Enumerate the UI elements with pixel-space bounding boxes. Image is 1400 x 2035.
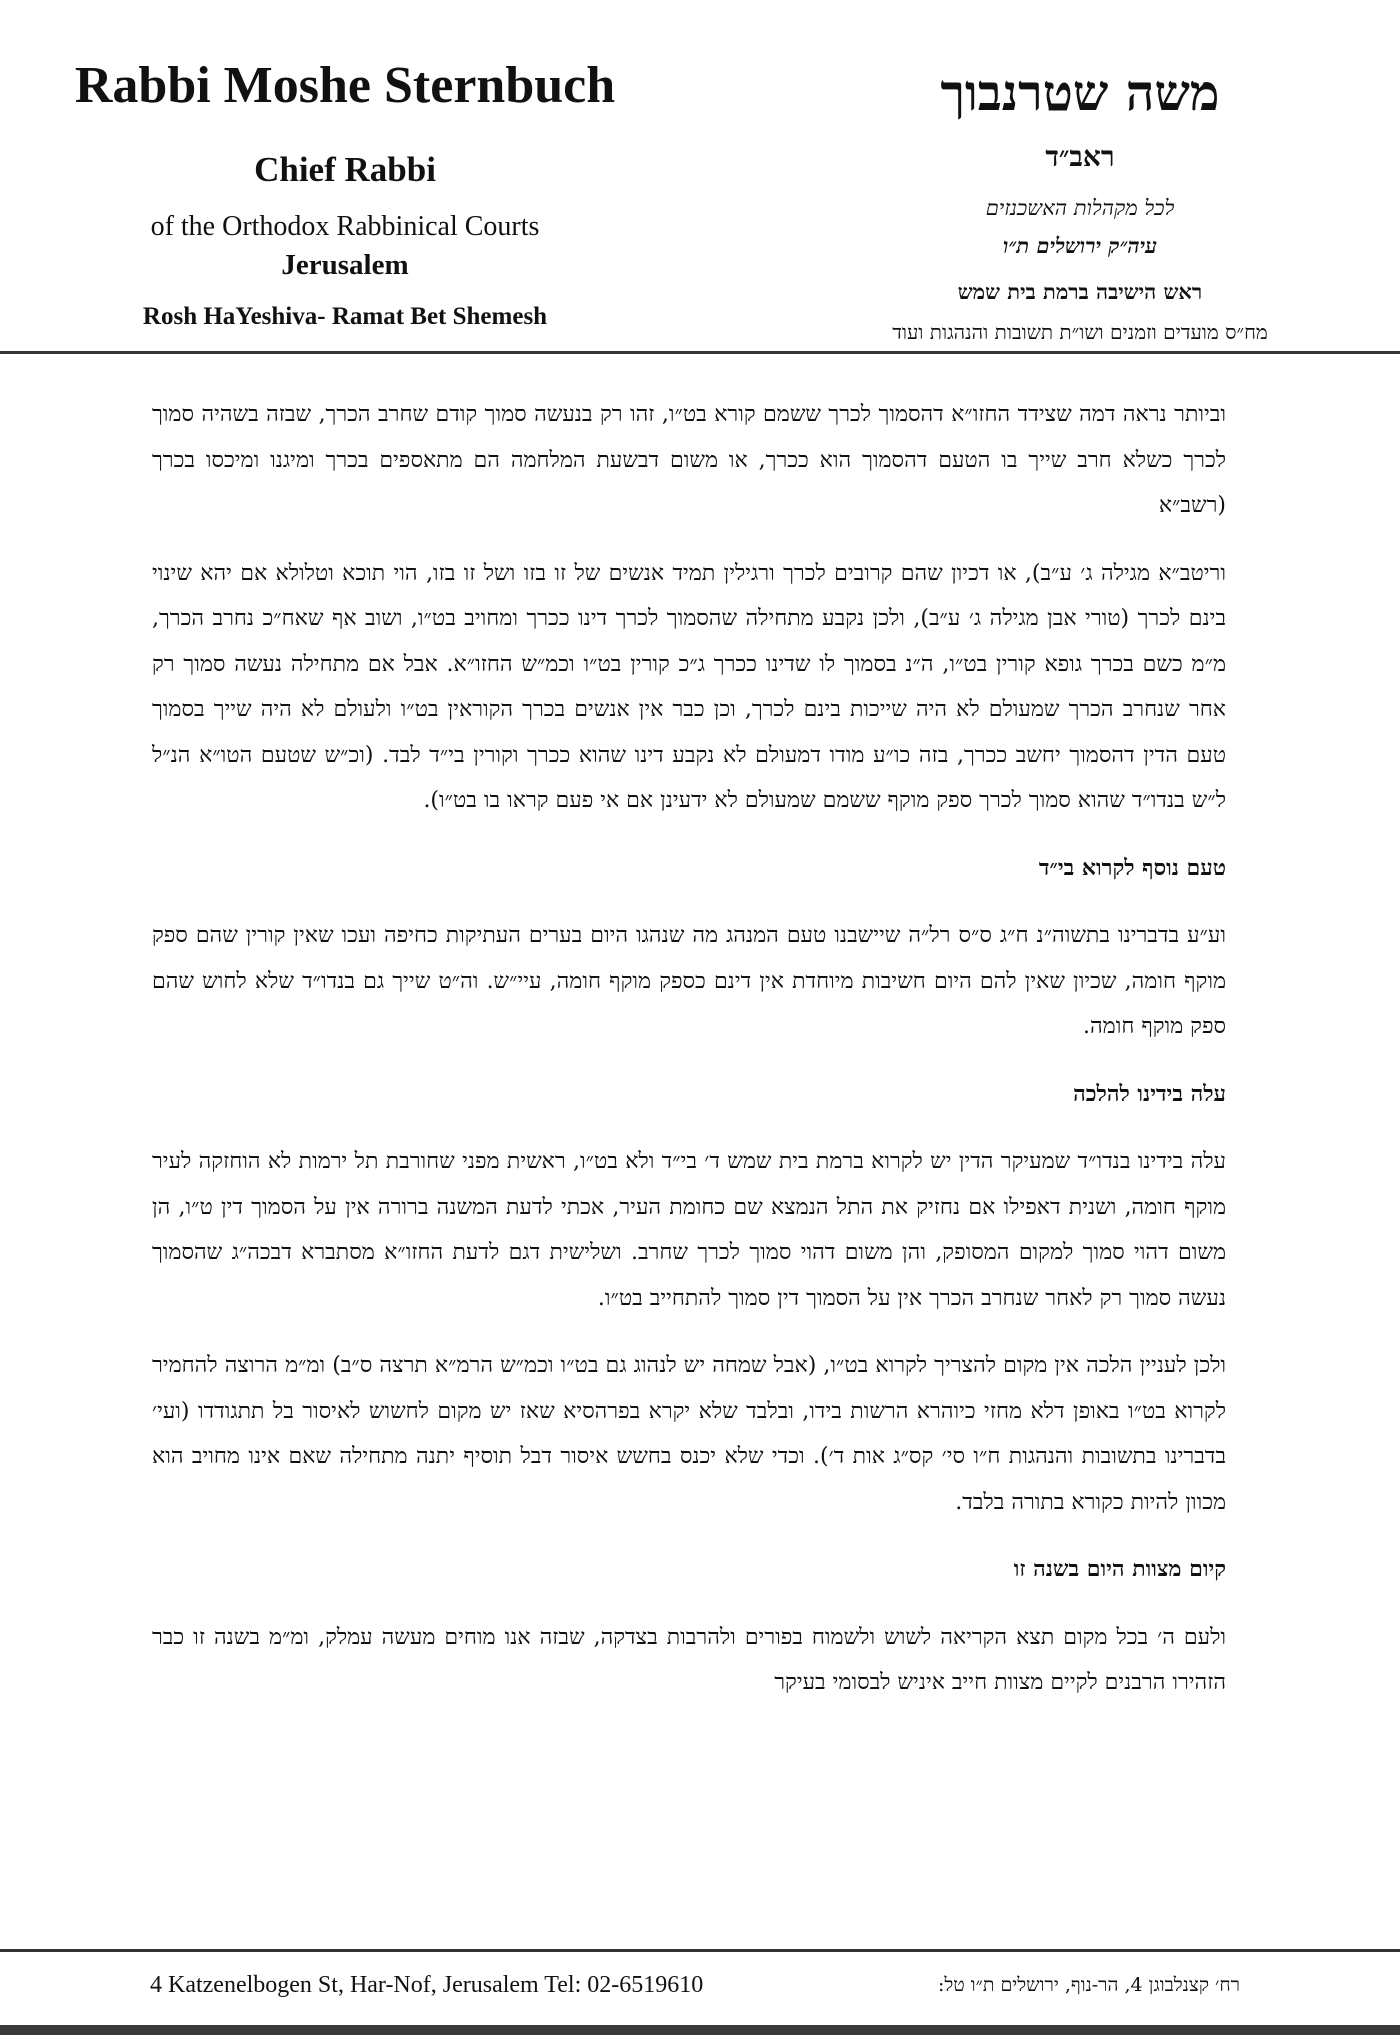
page-edge xyxy=(0,2025,1400,2035)
yeshiva-hebrew: ראש הישיבה ברמת בית שמש xyxy=(957,279,1203,304)
books-hebrew: מח״ס מועדים וזמנים ושו״ת תשובות והנהגות ועוד xyxy=(892,320,1268,344)
city-hebrew: עיה״ק ירושלים ת״ו xyxy=(1003,233,1157,258)
address-hebrew: רח׳ קצנלבוגן 4, הר-נוף, ירושלים ת״ו טל: xyxy=(937,1974,1240,1996)
paragraph: עלה בידינו בנדו״ד שמעיקר הדין יש לקרוא ברמת בית שמש ד׳ בי״ד ולא בט״ו, ראשית מפני שחורבת תל ירמות לא הוחזקה לעיר מוקף חומה, ושנית דאפילו אם נחזיק את התל הנמצא שם כחומת העיר, אכתי לדעת המשנה ברורה אין על הסמוך דין ט״ו, הן משום דהוי סמוך למקום המסופק, והן משום דהוי סמוך לכרך שחרב. ושלישית דגם לדעת החזו״א מסתברא דבכה״ג שהסמוך נעשה סמוך רק לאחר שנחרב הכרך אין על הסמוך דין סמוך להתחייב בט״ו. xyxy=(152,1149,1226,1311)
letterhead-hebrew xyxy=(820,60,1340,346)
footer-address xyxy=(150,1965,1240,2005)
rabbi-name-english: Rabbi Moshe Sternbuch xyxy=(74,57,616,114)
communities-hebrew: לכל מקהלות האשכנזים xyxy=(985,196,1175,220)
section-heading: טעם נוסף לקרוא בי״ד xyxy=(1038,854,1226,881)
header-divider xyxy=(0,351,1400,354)
address-english: 4 Katzenelbogen St, Har-Nof, Jerusalem Tel: 02-6519610 xyxy=(150,1972,704,1998)
rabbi-title-hebrew: ראב״ד xyxy=(1045,140,1115,173)
paragraph: וריטב״א מגילה ג׳ ע״ב), או דכיון שהם קרובים לכרך ורגילין תמיד אנשים של זו בזו ושל זו בזו, הוי תוכא וטלולא אם יהא שינוי בינם לכרך (טורי אבן מגילה ג׳ ע״ב), ולכן נקבע מתחילה שהסמוך לכרך דינו ככרך ומחויב בט״ו, ושוב אף שאח״כ נחרב הכרך, מ״מ כשם בכרך גופא קורין בט״ו, ה״נ בסמוך לו שדינו ככרך ג״כ קורין בט״ו וכמ״ש החזו״א. אבל אם מתחילה נעשה סמוך רק אחר שנחרב הכרך שמעולם לא היה שייכות בינם לכרך, וכן כבר אין אנשים בכרך הקוראין בט״ו ולעולם לא היה שייך בסמוך טעם הדין דהסמוך יחשב ככרך, בזה כו״ע מודו דמעולם לא נקבע דינו שהוא ככרך וקורין בי״ד לבד. (וכ״ש שטעם הטו״א הנ״ל ל״ש בנדו״ד שהוא סמוך לכרך ספק מוקף ששמם שמעולם לא ידעינן אם אי פעם קראו בו בט״ו). xyxy=(152,560,1226,813)
letterhead-english xyxy=(60,50,630,332)
courts-english: of the Orthodox Rabbinical Courts xyxy=(150,211,540,242)
paragraph: ולעם ה׳ בכל מקום תצא הקריאה לשוש ולשמוח בפורים ולהרבות בצדקה, שבזה אנו מוחים מעשה עמלק, ומ״מ בשנה זו כבר הזהירו הרבנים לקיים מצוות חייב איניש לבסומי בעיקר xyxy=(152,1624,1226,1695)
yeshiva-english: Rosh HaYeshiva- Ramat Bet Shemesh xyxy=(142,303,548,330)
letter-body xyxy=(152,392,1226,1728)
letterhead xyxy=(0,0,1400,354)
section-heading: קיום מצוות היום בשנה זו xyxy=(1013,1556,1226,1582)
paragraph: ולכן לעניין הלכה אין מקום להצריך לקרוא בט״ו, (אבל שמחה יש לנהוג גם בט״ו וכמ״ש הרמ״א תרצה ס״ב) ומ״מ הרוצה להחמיר לקרוא בט״ו באופן דלא מחזי כיוהרא הרשות בידו, ובלבד שלא יקרא בפרהסיא שאז יש מקום לחשוש לאיסור בל תתגודדו (ועי׳ בדברינו בתשובות והנהגות ח״ו סי׳ קס״ג אות ד׳). וכדי שלא יכנס בחשש איסור דבל תוסיף יתנה מתחילה שאם אינו מחויב הוא מכוון להיות כקורא בתורה בלבד. xyxy=(152,1353,1226,1515)
rabbi-name-hebrew: משה שטרנבוך xyxy=(940,63,1220,122)
section-heading: עלה בידינו להלכה xyxy=(1073,1080,1226,1107)
paragraph: וע״ע בדברינו בתשוה״נ ח״ג ס״ס רל״ה שיישבנו טעם המנהג מה שנהגו היום בערים העתיקות כחיפה ועכו שאין קורין שהם ספק מוקף חומה, שכיון שאין להם היום חשיבות מיוחדת אין דינם כספק מוקף חומה, עיי״ש. וה״ט שייך גם בנדו״ד שלא לחוש שהם ספק מוקף חומה. xyxy=(152,923,1226,1039)
city-english: Jerusalem xyxy=(281,249,409,281)
footer-divider xyxy=(0,1949,1400,1952)
paragraph: וביותר נראה דמה שצידד החזו״א דהסמוך לכרך ששמם קורא בט״ו, זהו רק בנעשה סמוך קודם שחרב הכרך, שבזה בשהיה סמוך לכרך כשלא חרב שייך בו הטעם דהסמוך הוא ככרך, או משום דבשעת המלחמה הם מתאספים בכרך ומיגנו ומיכסו בכרך (רשב״א xyxy=(152,402,1226,518)
rabbi-title-english: Chief Rabbi xyxy=(254,150,436,189)
